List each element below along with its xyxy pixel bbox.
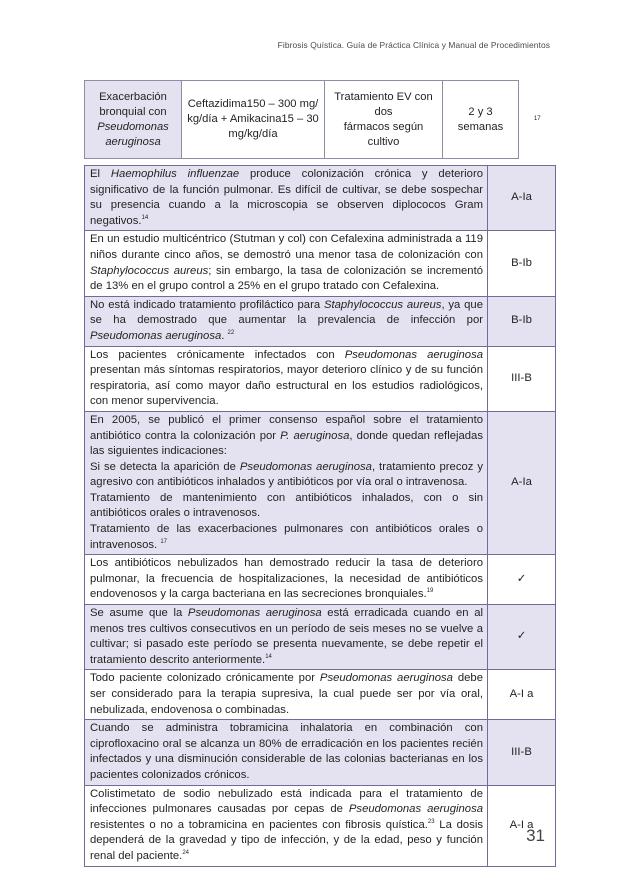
cell-text-line: Ceftazidima150 – 300 mg/: [187, 98, 319, 110]
running-header: Fibrosis Quística. Guía de Práctica Clínica y Manual de Procedimientos: [277, 40, 550, 50]
evidence-row: [85, 670, 556, 720]
treatment-cell: [325, 81, 443, 159]
evidence-row: [85, 411, 556, 554]
evidence-row: [85, 605, 556, 670]
statement-text: está erradicada cuando en al menos tres cultivos consecutivos en un período de seis meses no se vuelve a cultivar; si pasado este período se presenta nuevamente, se debe repetir el tratamiento descrito anteriormente.: [90, 607, 483, 666]
evidence-table-body: [85, 166, 556, 867]
page-number: 31: [526, 826, 545, 845]
statement-text: , tratamiento precoz y agresivo con antibióticos inhalados y antibióticos por vía oral o intravenosa.: [90, 460, 484, 489]
statement-text: En 2005, se publicó el primer consenso español sobre el tratamiento antibiótico contra la colonización por: [90, 413, 483, 442]
evidence-grade: A-I a: [488, 670, 556, 720]
evidence-grade: III-B: [488, 346, 556, 411]
evidence-grade: B-Ib: [488, 231, 556, 296]
diagnosis-cell: [85, 81, 182, 159]
evidence-grade: III-B: [488, 720, 556, 785]
citation-number: 24: [182, 850, 190, 857]
evidence-row: [85, 346, 556, 411]
evidence-statement: [85, 296, 488, 346]
statement-text: , donde quedan reflejadas las siguientes indicaciones:: [90, 429, 483, 458]
statement-text: En un estudio multicéntrico (Stutman y col) con Cefalexina administrada a 119 niños durante cinco años, se demostró una menor tasa de colonización con: [90, 233, 483, 261]
evidence-grade: A-Ia: [488, 166, 556, 231]
statement-text: presentan más síntomas respiratorios, mayor deterioro clínico y de su función respiratoria, así como mayor daño estructural en los estudios radiológicos, con menor supervivencia.: [90, 364, 483, 408]
treatment-table-fragment: [84, 80, 556, 159]
statement-text: Staphylococcus aureus: [90, 264, 209, 277]
drug-dose-cell: [182, 81, 325, 159]
statement-text: Pseudomonas aeruginosa: [344, 348, 483, 361]
evidence-statement: [85, 411, 488, 554]
statement-text: ; sin embargo, la tasa de colonización se incrementó de 13% en el grupo control a 25% en el grupo tratado con Cefalexina.: [90, 264, 483, 293]
cell-text-line: aeruginosa: [105, 135, 161, 148]
reference-number: 17: [533, 116, 541, 122]
evidence-grade: A-Ia: [488, 411, 556, 554]
cell-text-line: semanas: [457, 120, 504, 133]
evidence-grade: B-Ib: [488, 296, 556, 346]
statement-text: Los pacientes crónicamente infectados con: [90, 348, 345, 361]
statement-text: Staphylococcus aureus: [323, 298, 442, 311]
statement-text: , ya que se ha demostrado que aumentar la prevalencia de infección por: [90, 298, 484, 327]
citation-number: 17: [160, 538, 168, 545]
statement-text: Los antibióticos nebulizados han demostrado reducir la tasa de deterioro pulmonar, la frecuencia de hospitalizaciones, la necesidad de antibióticos endovenosos y la carga bacteriana en las secreciones bronquiales.: [90, 557, 483, 601]
citation-number: 22: [227, 330, 235, 337]
statement-text: resistentes o no a tobramicina en pacientes con fibrosis quística.: [90, 818, 428, 831]
statement-text: Pseudomonas aeruginosa: [348, 803, 484, 816]
citation-number: 19: [426, 588, 434, 595]
evidence-statement: [85, 346, 488, 411]
cell-text-line: 2 y 3: [468, 105, 493, 118]
evidence-table: [84, 165, 556, 867]
statement-text: Si se detecta la aparición de: [90, 460, 240, 473]
statement-text: Tratamiento de mantenimiento con antibióticos inhalados, con o sin antibióticos orales o intravenosos.: [90, 491, 483, 520]
treatment-row: [85, 81, 556, 159]
citation-number: 14: [141, 215, 149, 222]
statement-text: El: [90, 168, 111, 180]
statement-text: Pseudomonas aeruginosa: [319, 672, 453, 685]
statement-text: Colistimetato de sodio nebulizado está indicada para el tratamiento de infecciones pulmonares causadas por cepas de: [90, 787, 483, 816]
statement-text: P. aeruginosa: [280, 429, 350, 442]
citation-number: 23: [427, 818, 435, 825]
statement-text: No está indicado tratamiento profiláctico para: [90, 298, 324, 311]
evidence-statement: [85, 720, 488, 785]
citation-number: 14: [265, 654, 272, 661]
statement-text: Tratamiento de las exacerbaciones pulmonares con antibióticos orales o intravenosos.: [90, 523, 483, 551]
evidence-row: [85, 296, 556, 346]
cell-text-line: mg/kg/día: [228, 128, 278, 140]
evidence-row: [85, 555, 556, 605]
statement-text: Cuando se administra tobramicina inhalatoria en combinación con ciprofloxacino oral se alcanza un 80% de erradicación en los pacientes recién infectados y una disminución considerable de las colonias bacterianas en los pacientes colonizados crónicos.: [90, 722, 483, 781]
evidence-statement: [85, 670, 488, 720]
statement-text: .: [221, 329, 228, 342]
statement-text: Haemophilus influenzae: [110, 168, 240, 180]
evidence-row: [85, 166, 556, 231]
evidence-statement: [85, 555, 488, 605]
statement-text: Pseudomonas aeruginosa: [187, 607, 322, 620]
statement-text: Todo paciente colonizado crónicamente por: [90, 672, 320, 685]
cell-text-line: Tratamiento EV con dos: [334, 90, 433, 118]
evidence-statement: [85, 785, 488, 866]
evidence-row: [85, 720, 556, 785]
statement-text: La dosis dependerá de la gravedad y tipo de infección, y de la edad, peso y función renal del paciente.: [90, 818, 483, 862]
evidence-grade: ✓: [488, 605, 556, 670]
evidence-row: [85, 785, 556, 866]
evidence-row: [85, 231, 556, 296]
evidence-statement: [85, 166, 488, 231]
statement-text: Pseudomonas aeruginosa: [90, 329, 222, 342]
cell-text-line: fármacos según cultivo: [343, 120, 424, 148]
cell-text-line: kg/día + Amikacina15 – 30: [187, 113, 319, 125]
statement-text: Se asume que la: [90, 607, 188, 620]
evidence-grade: ✓: [488, 555, 556, 605]
statement-text: produce colonización crónica y deterioro significativo de la función pulmonar. Es difícil de cultivar, se debe sospechar su presencia cuando a la microscopia se observen diplococos Gram negativos.: [90, 168, 484, 227]
cell-text-line: Exacerbación: [99, 90, 167, 103]
duration-cell: [443, 81, 519, 159]
cell-text-line: Pseudomonas: [97, 120, 169, 133]
statement-text: Pseudomonas aeruginosa: [239, 460, 372, 473]
statement-text: debe ser considerado para la terapia supresiva, la cual puede ser por vía oral, nebulizada, endovenosa o combinadas.: [90, 672, 483, 716]
evidence-statement: [85, 231, 488, 296]
cell-text-line: bronquial con: [99, 105, 167, 118]
evidence-statement: [85, 605, 488, 670]
evidence-grade: A-I a: [488, 785, 556, 866]
